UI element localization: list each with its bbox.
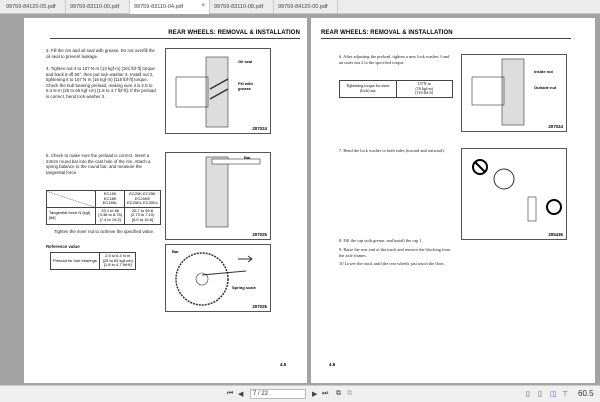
- cell: 157N·m (16 kgf·m) [116 lbf·ft]: [396, 81, 453, 98]
- label: Bar: [244, 155, 251, 160]
- figure-spring-scale: [165, 244, 271, 312]
- cell: Tightening torque for outer (lock) nut: [340, 81, 397, 98]
- page-header: REAR WHEELS: REMOVAL & INSTALLATION: [321, 30, 571, 39]
- rotate-icon[interactable]: ⧉: [336, 390, 341, 397]
- hub-bar-diagram-icon: [166, 153, 270, 239]
- continuous-view-icon[interactable]: ▯: [538, 391, 542, 398]
- figure-oil-seal: [165, 48, 271, 134]
- step-10: 10 Lower the truck until the rear wheels just touch the floor.: [339, 261, 445, 266]
- page-header: REAR WHEELS: REMOVAL & INSTALLATION: [50, 30, 300, 39]
- reference-title: Reference value: [46, 244, 80, 249]
- cell: 2.5 to 6.4 N·m (25 to 65 kgf·cm) [1.8 to 4.7 lbf·ft]: [100, 253, 136, 270]
- hub-nuts-diagram-icon: [462, 55, 566, 131]
- last-page-icon[interactable]: ⏭: [322, 390, 329, 397]
- tab-3[interactable]: 99759-83110-08.pdf: [210, 0, 274, 14]
- two-page-view-icon[interactable]: ◫: [550, 391, 557, 398]
- pdf-page-right: [311, 18, 595, 383]
- tab-bar: [0, 0, 600, 14]
- label: Outside nut: [534, 85, 557, 90]
- figure-number: 207024: [548, 124, 563, 129]
- cell: 26.7 to 69.6 (2.73 to 7.10) [6.0 to 15.6]: [125, 207, 161, 224]
- single-page-view-icon[interactable]: ▯: [526, 391, 530, 398]
- fit-icon[interactable]: ⧉: [347, 390, 352, 397]
- lock-washer-diagram-icon: [462, 149, 566, 239]
- label: Spring scale: [232, 285, 256, 290]
- step-6: 6. After adjusting the preload, tighten a new lock washer 3 and an outer nut 2 to the specified torque.: [339, 54, 450, 65]
- tab-4[interactable]: 99759-84120-00.pdf: [274, 0, 338, 14]
- step-8: 8. Fill the cap with grease, and install the cap 1.: [339, 238, 423, 243]
- hub-diagram-icon: [166, 49, 270, 133]
- page-number: 4.5: [280, 362, 287, 367]
- torque-table: [339, 80, 453, 98]
- cell: Preload for hub bearings: [51, 253, 100, 270]
- label: Oil seal: [238, 59, 253, 64]
- figure-bar: [165, 152, 271, 240]
- figure-number: 207025: [252, 232, 267, 237]
- bottom-toolbar: [0, 385, 600, 402]
- cell: EC20K,EC25K EC25KE EC25KL,EC30KL: [125, 191, 161, 208]
- step-9: 9. Raise the rear end of the truck and remove the blocking from the axle frames.: [339, 247, 451, 258]
- page-number-input[interactable]: 7 / 22: [250, 389, 306, 399]
- tighten-note: Tighten the inner nut to achieve the specified value.: [54, 229, 155, 234]
- step-5: 5. Check to make sure the preload is correct. Insert a 24mm round bar into the cast hole of the rim. Attach a spring balance to the round bar, and measure the tangential force.: [46, 153, 151, 175]
- prev-page-icon[interactable]: ◀: [238, 391, 244, 398]
- label: Inside nut: [534, 69, 553, 74]
- label: Fill with grease: [238, 81, 253, 91]
- wheel-spring-scale-icon: [166, 245, 270, 311]
- step-7: 7. Bend the lock washer to both sides (inward and outward).: [339, 148, 445, 153]
- tab-2-active[interactable]: [130, 0, 210, 14]
- force-table: [46, 190, 161, 225]
- scroll-view-icon[interactable]: ⊤: [562, 391, 569, 398]
- tab-label: 99759-83110-04.pdf: [134, 4, 184, 10]
- cell: 33.1 to 86 (3.38 to 8.78) [7.4 to 19.3]: [96, 207, 125, 224]
- next-page-icon[interactable]: ▶: [312, 391, 318, 398]
- pdf-page-left: [24, 18, 307, 383]
- figure-number: 207024: [252, 126, 267, 131]
- figure-number: 207026: [252, 304, 267, 309]
- reference-table: [50, 252, 136, 270]
- cell: EC15K EC18K EC18KL: [96, 191, 125, 208]
- label: Bar: [172, 249, 179, 254]
- tab-1[interactable]: 99759-83110-00.pdf: [66, 0, 130, 14]
- zoom-level[interactable]: 60.5: [578, 389, 594, 398]
- first-page-icon[interactable]: ⏮: [227, 390, 234, 397]
- close-icon[interactable]: ×: [201, 3, 205, 9]
- figure-nuts: [461, 54, 567, 132]
- figure-lock-washer: [461, 148, 567, 240]
- cell: Tangential force N (kgf) [lbf]: [47, 207, 96, 224]
- step-3: 3. Fill the rim and oil seal with grease. Do not overfill the oil seal to prevent leakage.: [46, 48, 155, 59]
- step-4: 4. Tighten nut 4 to 137 N·m (14 kgf·m) [101 lbf·ft] torque and back it off 60°, then put lock washer 3. Install nut 2, tightening it to 157 N·m (16 kgf·m) [116 lbf·ft] torque. Check the hub bearing preload, making sure it is 2.5 to 6.4 N·m (25 to 65 kgf·cm) [1.8 to 4.7 lbf·ft]. If the preload is correct, bend lock washer 3.: [46, 66, 156, 99]
- figure-number: 205436: [548, 232, 563, 237]
- page-number: 4.6: [329, 362, 336, 367]
- tab-0[interactable]: 99759-84120-05.pdf: [2, 0, 66, 14]
